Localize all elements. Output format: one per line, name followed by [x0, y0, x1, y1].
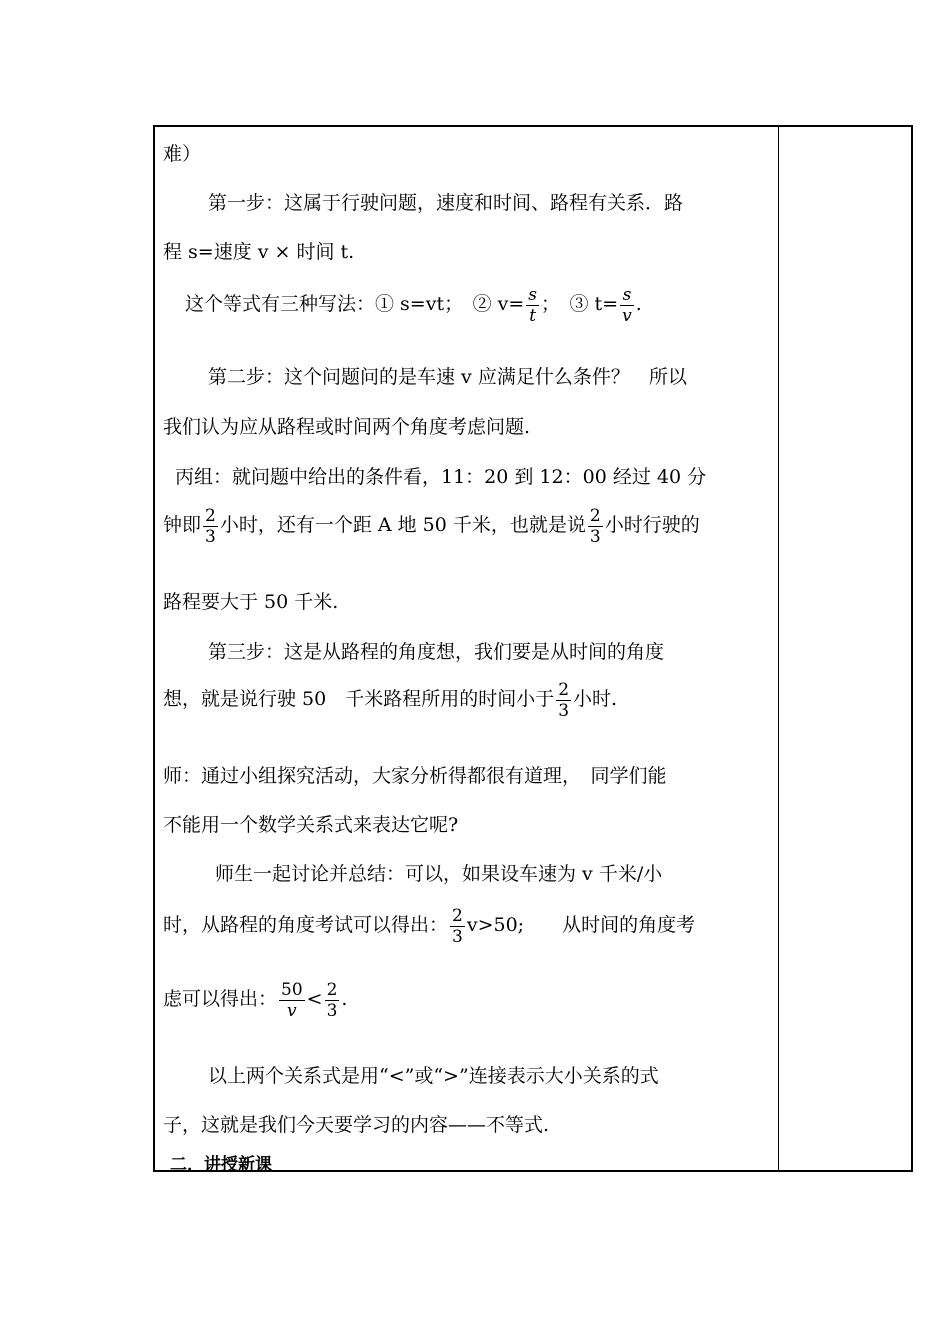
text-segment: . [635, 293, 642, 315]
fraction-two-thirds [588, 506, 603, 547]
fraction-numerator: s [528, 284, 538, 305]
fraction-numerator: 50 [281, 979, 303, 1000]
fraction-numerator: 2 [452, 905, 463, 926]
section-heading: 二．讲授新课 [170, 1155, 272, 1175]
fraction-denominator: v [622, 305, 632, 326]
text-segment: 这个等式有三种写法：① s=vt； ② v= [185, 293, 525, 315]
fraction-s-over-v [620, 285, 634, 326]
fraction-numerator: s [620, 285, 634, 306]
text-segment: 时，从路程的角度考试可以得出： [163, 914, 449, 936]
text-line-2: 第一步：这属于行驶问题，速度和时间、路程有关系．路 [208, 192, 684, 214]
text-segment: 小时，还有一个距 A 地 50 千米，也就是说 [219, 514, 586, 536]
fraction-denominator: t [529, 305, 537, 326]
text-segment: ； ③ t= [541, 293, 619, 315]
text-line-12: 师：通过小组探究活动，大家分析得都很有道理， 同学们能 [163, 765, 667, 787]
fraction-two-thirds [203, 506, 218, 547]
fraction-denominator: 3 [452, 926, 463, 947]
fraction-two-thirds [325, 980, 340, 1021]
fraction-numerator: 2 [205, 505, 216, 526]
table-column-divider [778, 125, 779, 1172]
fraction-numerator: 2 [558, 679, 570, 700]
text-line-1: 难） [163, 143, 202, 165]
text-line-9: 路程要大于 50 千米. [163, 591, 339, 613]
text-segment: 想，就是说行驶 50 千米路程所用的时间小于 [163, 688, 555, 710]
text-line-3: 程 s=速度 v × 时间 t. [163, 241, 355, 263]
fraction-denominator: 3 [558, 700, 570, 721]
fraction-denominator: 3 [589, 526, 601, 547]
text-line-4 [185, 282, 642, 326]
fraction-s-over-t [526, 285, 539, 326]
text-segment: 虑可以得出： [163, 988, 278, 1010]
text-segment: . [341, 988, 348, 1010]
text-line-16 [163, 977, 347, 1021]
fraction-numerator: 2 [326, 979, 338, 1000]
fraction-numerator: 2 [589, 505, 601, 526]
text-line-13: 不能用一个数学关系式来表达它呢? [163, 814, 459, 836]
text-segment: 小时行驶的 [604, 514, 700, 536]
text-line-7: 丙组：就问题中给出的条件看，11：20 到 12：00 经过 40 分 [175, 466, 707, 488]
fraction-two-thirds [556, 680, 571, 721]
text-segment: 钟即 [163, 514, 202, 536]
text-line-11 [163, 677, 617, 721]
text-line-17: 以上两个关系式是用“<”或“>”连接表示大小关系的式 [208, 1065, 659, 1087]
fraction-two-thirds [450, 906, 465, 947]
text-line-5: 第二步：这个问题问的是车速 v 应满足什么条件？ 所以 [208, 366, 687, 388]
text-line-8 [163, 503, 700, 547]
text-segment: < [306, 988, 323, 1010]
text-segment: v>50; 从时间的角度考 [466, 914, 696, 936]
text-line-10: 第三步：这是从路程的角度想，我们要是从时间的角度 [208, 641, 665, 663]
text-line-18: 子，这就是我们今天要学习的内容——不等式. [163, 1114, 550, 1136]
fraction-denominator: v [287, 1000, 297, 1021]
text-line-6: 我们认为应从路程或时间两个角度考虑问题. [163, 416, 531, 438]
text-line-14: 师生一起讨论并总结：可以，如果设车速为 v 千米/小 [215, 863, 663, 885]
fraction-denominator: 3 [326, 1000, 338, 1021]
fraction-denominator: 3 [205, 526, 216, 547]
fraction-fifty-over-v [279, 980, 305, 1021]
text-segment: 小时. [573, 688, 618, 710]
text-line-15 [163, 903, 695, 947]
